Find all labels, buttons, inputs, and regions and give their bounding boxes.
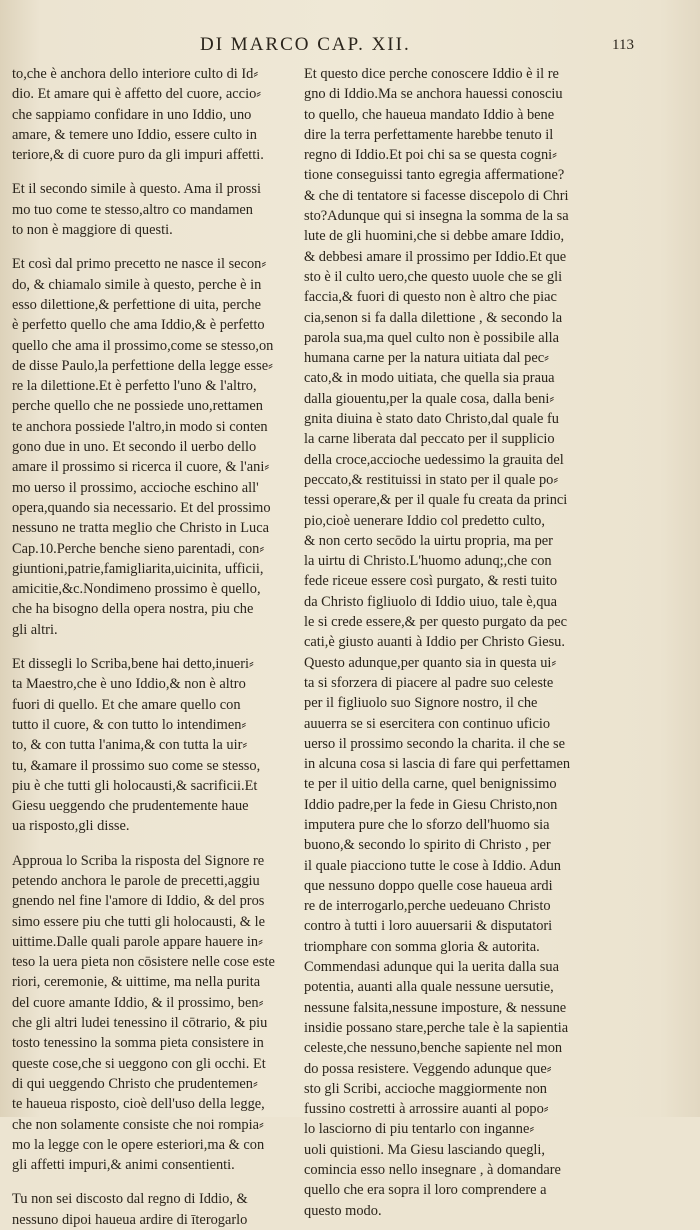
text-line: opera,quando sia necessario. Et del prossimo [12, 499, 271, 516]
text-line: cato,& in modo uitiata, che quella sia praua [304, 370, 555, 387]
text-line: lute de gli huomini,che si debbe amare Iddio, [304, 228, 565, 245]
text-line: tu, &amare il prossimo suo come se stesso, [12, 757, 261, 774]
text-line: di qui ueggendo Christo che prudentemen⸗ [12, 1075, 258, 1092]
paragraph [12, 64, 296, 165]
paragraph-gap [12, 640, 296, 654]
text-line: Tu non sei discosto dal regno di Iddio, & [12, 1191, 248, 1208]
text-line: che ha bisogno della opera nostra, piu che [12, 601, 254, 618]
text-line: gli affetti impuri,& animi consentienti. [12, 1157, 235, 1174]
text-line: simo essere piu che tutti gli holocausti, & le [12, 913, 265, 930]
text-line: & non certo secōdo la uirtu propria, ma per [304, 532, 553, 549]
page-header [0, 34, 700, 60]
text-line: re de interrogarlo,perche uedeuano Christo [304, 898, 551, 915]
text-line: Giesu ueggendo che prudentemente haue [12, 798, 249, 815]
paragraph [12, 254, 296, 640]
text-line: giuntioni,patrie,famigliarita,uicinita, ufficii, [12, 560, 264, 577]
text-line: Commendasi adunque qui la uerita dalla sua [304, 959, 559, 976]
text-line: contro à tutti i loro auuersarii & disputatori [304, 918, 553, 935]
text-line: potentia, auanti alla quale nessune uersutie, [304, 979, 554, 996]
text-line: Questo adunque,per quanto sia in questa ui⸗ [304, 654, 557, 671]
text-line: gnita diuina è stato dato Christo,dal quale fu [304, 411, 559, 428]
text-line: la carne liberata dal peccato per il supplicio [304, 431, 555, 448]
text-line: cati,è giusto auanti à Iddio per Christo Giesu. [304, 634, 565, 651]
text-line: dalla giouentu,per la quale cosa, dalla beni⸗ [304, 390, 555, 407]
text-line: nessuno ne tratta meglio che Christo in Luca [12, 520, 269, 537]
text-line: humana carne per la natura uitiata dal pec⸗ [304, 350, 549, 367]
paragraph-gap [12, 240, 296, 254]
text-line: nessuno dipoi haueua ardire di īterogarlo [12, 1211, 248, 1228]
text-line: & che di tentatore si facesse discepolo di Chri [304, 187, 569, 204]
text-line: la uirtu di Christo.L'huomo adunq;,che con [304, 553, 552, 570]
text-line: mo uerso il prossimo, accioche eschino all' [12, 479, 259, 496]
text-line: gno di Iddio.Ma se anchora hauessi conosciu [304, 86, 563, 103]
text-line: amare, & temere uno Iddio, essere culto in [12, 126, 257, 143]
text-line: to non è maggiore di questi. [12, 222, 173, 239]
text-line: perche quello che ne possiede uno,rettamen [12, 398, 263, 415]
text-line: Cap.10.Perche benche sieno parentadi, con⸗ [12, 540, 265, 557]
text-line: faccia,& fuori di questo non è altro che piac [304, 289, 557, 306]
text-line: piu è che tutti gli holocausti,& sacrificii.Et [12, 777, 258, 794]
paragraph-gap [12, 1175, 296, 1189]
text-line: auuerra se si esercitera con continuo uficio [304, 715, 551, 732]
text-line: fuori di quello. Et che amare quello con [12, 696, 241, 713]
text-line: to,che è anchora dello interiore culto di Id⸗ [12, 66, 259, 82]
text-line: uerso il prossimo secondo la charita. il che se [304, 735, 565, 752]
text-line: tutto il cuore, & con tutto lo intendimen⸗ [12, 716, 247, 733]
text-line: fussino costretti à arrossire auanti al popo⸗ [304, 1101, 549, 1118]
running-head: DI MARCO CAP. XII. [200, 34, 411, 55]
text-line: petendo anchora le parole de precetti,aggiu [12, 872, 260, 889]
text-line: Et così dal primo precetto ne nasce il secon⸗ [12, 256, 267, 273]
text-line: insidie possano stare,perche tale è la sapientia [304, 1019, 569, 1036]
text-line: te per il uitio della carne, quel benignissimo [304, 776, 557, 793]
text-line: ta si sforzera di piacere al padre suo celeste [304, 674, 554, 691]
text-line: to, & con tutta l'anima,& con tutta la uir⸗ [12, 737, 248, 754]
text-line: amicitie,&c.Nondimeno prossimo è quello, [12, 581, 261, 598]
text-line: do, & chiamalo simile à questo, perche è in [12, 276, 262, 293]
text-line: che gli altri ludei tenessino il cōtrario, & piu [12, 1015, 268, 1032]
text-line: le si crede essere,& per questo purgato da pec [304, 614, 568, 631]
text-line: sto?Adunque qui si insegna la somma de la sa [304, 208, 569, 225]
text-line: amare il prossimo si ricerca il cuore, & l'ani⸗ [12, 459, 270, 476]
left-text-column [12, 64, 296, 1230]
text-line: Iddio padre,per la fede in Giesu Christo,non [304, 796, 558, 813]
paragraph [12, 654, 296, 837]
text-line: gnendo nel fine l'amore di Iddio, & del pros [12, 893, 265, 910]
text-line: nessune falsita,nessune imposture, & nessune [304, 999, 567, 1016]
text-line: regno di Iddio.Et poi chi sa se questa cogni⸗ [304, 147, 557, 164]
paragraph [12, 851, 296, 1176]
text-line: pio,cioè uenerare Iddio col predetto culto, [304, 512, 545, 529]
text-line: Et dissegli lo Scriba,bene hai detto,inueri⸗ [12, 656, 254, 673]
text-line: comincia esso nello insegnare , à domandare [304, 1162, 561, 1179]
text-line: teriore,& di cuore puro da gli impuri affetti. [12, 147, 264, 164]
text-line: mo la legge con le opere esteriori,ma & con [12, 1136, 265, 1153]
right-text-column [304, 64, 594, 1221]
text-line: imputera pure che lo sforzo dell'huomo sia [304, 816, 550, 833]
paragraph-gap [12, 837, 296, 851]
text-line: per il figliuolo suo Signore nostro, il che [304, 695, 538, 712]
paragraph [304, 64, 594, 1221]
paragraph-gap [12, 165, 296, 179]
text-line: dio. Et amare qui è affetto del cuore, accio⸗ [12, 86, 262, 103]
text-line: da Christo figliuolo di Iddio uiuo, tale è,qua [304, 593, 557, 610]
text-line: parola sua,ma quel culto non è possibile alla [304, 329, 559, 346]
text-line: do possa resistere. Veggendo adunque que⸗ [304, 1060, 552, 1077]
text-line: tosto tenessino la somma pieta consistere in [12, 1035, 264, 1052]
text-line: tessi operare,& per il quale fu creata da princi [304, 492, 568, 509]
text-line: questo modo. [304, 1202, 382, 1219]
text-line: to quello, che haueua mandato Iddio à bene [304, 106, 555, 123]
text-line: che non solamente consiste che noi rompia⸗ [12, 1116, 264, 1133]
text-line: te anchora possiede l'altro,in modo si conten [12, 418, 268, 435]
text-line: della croce,accioche uedessimo la grauita del [304, 451, 564, 468]
text-line: che sappiamo confidare in uno Iddio, uno [12, 106, 252, 123]
text-line: peccato,& restituissi in stato per il quale po⸗ [304, 471, 559, 488]
text-line: queste cose,che si ueggono con gli occhi. Et [12, 1055, 266, 1072]
text-line: in alcuna cosa si lascia di fare qui perfettamen [304, 756, 571, 773]
text-line: & debbesi amare il prossimo per Iddio.Et que [304, 248, 567, 265]
text-line: cia,senon si fa dalla dilettione , & secondo la [304, 309, 563, 326]
text-line: ta Maestro,che è uno Iddio,& non è altro [12, 676, 246, 693]
text-line: il quale piacciono tutte le cose à Iddio. Adun [304, 857, 561, 874]
text-line: buono,& secondo lo spirito di Christo , per [304, 837, 551, 854]
text-line: gono due in uno. Et secondo il uerbo dello [12, 439, 257, 456]
text-line: riori, ceremonie, & uittime, ma nella purita [12, 974, 261, 991]
text-line: teso la uera pieta non cōsistere nelle cose este [12, 954, 275, 971]
text-line: Et il secondo simile à questo. Ama il prossi [12, 181, 262, 198]
text-line: esso dilettione,& perfettione di uita, perche [12, 296, 261, 313]
text-line: fede riceue essere così purgato, & resti tuito [304, 573, 558, 590]
text-line: re la dilettione.Et è perfetto l'uno & l'altro, [12, 378, 257, 395]
text-line: de disse Paulo,la perfettione della legge esse⸗ [12, 357, 273, 374]
page-number: 113 [612, 37, 634, 53]
text-line: uittime.Dalle quali parole appare hauere in⸗ [12, 933, 263, 950]
text-line: uoli quistioni. Ma Giesu lasciando quegli, [304, 1141, 546, 1158]
text-line: quello che era sopra il loro comprendere a [304, 1182, 547, 1199]
text-line: sto è il culto uero,che questo uuole che se gli [304, 268, 563, 285]
text-line: te haueua risposto, cioè dell'uso della legge, [12, 1096, 265, 1113]
text-line: tione conseguissi tanto egregia affermatione? [304, 167, 565, 184]
text-line: del cuore amante Iddio, & il prossimo, ben⸗ [12, 994, 264, 1011]
text-line: dire la terra perfettamente harebbe tenuto il [304, 126, 554, 143]
text-line: quello che ama il prossimo,come se stesso,on [12, 337, 274, 354]
text-line: celeste,che nessuno,benche sapiente nel mon [304, 1040, 563, 1057]
text-line: que nessuno doppo quelle cose haueua ardi [304, 877, 553, 894]
text-line: lo lasciorno di piu tentarlo con inganne⸗ [304, 1121, 535, 1138]
text-line: Et questo dice perche conoscere Iddio è il re [304, 66, 559, 82]
text-line: gli altri. [12, 621, 58, 638]
paragraph [12, 1189, 296, 1230]
text-line: ua risposto,gli disse. [12, 818, 130, 835]
text-line: sto gli Scribi, accioche maggiormente non [304, 1080, 547, 1097]
text-line: è perfetto quello che ama Iddio,& è perfetto [12, 317, 265, 334]
paragraph [12, 179, 296, 240]
text-line: triomphare con somma gloria & autorita. [304, 938, 540, 955]
text-line: Approua lo Scriba la risposta del Signore re [12, 852, 265, 869]
text-line: mo tuo come te stesso,altro co mandamen [12, 201, 253, 218]
